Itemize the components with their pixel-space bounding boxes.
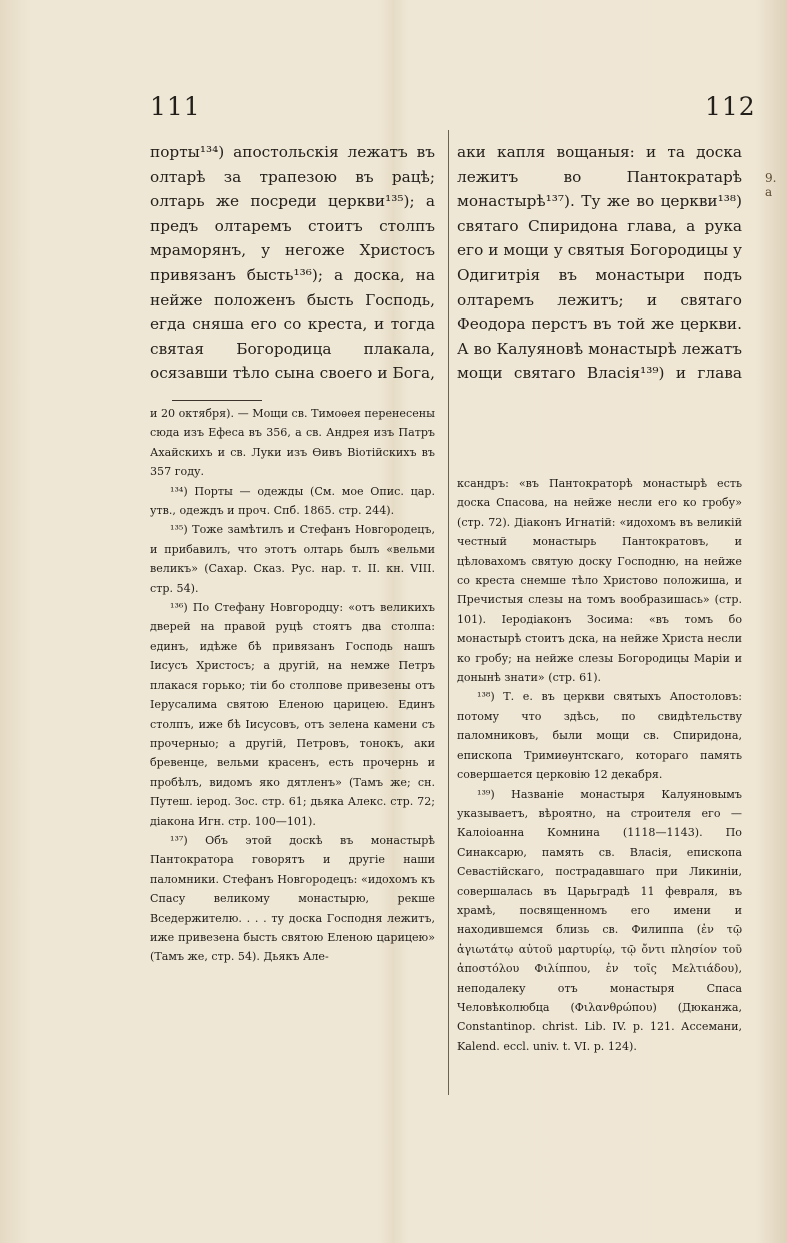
footnote: ¹³⁶) По Стефану Новгородцу: «отъ великихъ дверей на правой руцѣ стоятъ два столпа: единъ, идѣже бѣ привязанъ Господь нашъ Іисусъ Христосъ; а другій, на немже Петръ плакася горько; тіи бо столпове привезены отъ Іерусалима святою Еленою царицею. Единъ столпъ, иже бѣ Іисусовъ, отъ зелена камени съ прочерныо; а другій, Петровъ, тонокъ, аки бревенце, вельми красенъ, есть прочернь и пробѣлъ, видомъ яко дятленъ» (Тамъ же; сн. Путеш. іерод. Зос. стр. 61; дьяка Алекс. стр. 72; діакона Игн. стр. 100—101). [150,601,435,828]
margin-mark: 9. a [765,171,777,199]
footnote: ¹³⁴) Порты — одежды (См. мое Опис. цар. утв., одеждъ и проч. Спб. 1865. стр. 244). [150,484,435,518]
footnote: ксандръ: «въ Пантократорѣ монастырѣ есть доска Спасова, на нейже несли его ко гробу» (стр. 72). Діаконъ Игнатій: «идохомъ въ великій честный монастырь Пантократовъ, и цѣловахомъ святую доску Господню, на нейже со креста снемше тѣло Христово положиша, и Пречистыя слезы на томъ вообразишась» (стр. 101). Іеродіаконъ Зосима: «въ томъ бо монастырѣ стоитъ дска, на нейже Христа несли ко гробу; на нейже слезы Богородицы Маріи и донынѣ знати» (стр. 61). [457,477,742,685]
footnote: и 20 октября). — Мощи св. Тимоѳея перенесены сюда изъ Ефеса въ 356, а св. Андрея изъ Патръ Ахайскихъ и св. Луки изъ Ѳивъ Віотійскихъ въ 357 году. [150,407,435,479]
right-footnotes [457,474,742,1056]
footnote: ¹³⁹) Названіе монастыря Калуяновымъ указываетъ, вѣроятно, на строителя его — Калоіоанна Комнина (1118—1143). По Синаксарю, память св. Власія, епископа Севастійскаго, пострадавшаго при Ликиніи, совершалась въ Царьградѣ 11 февраля, въ храмѣ, посвященномъ его имени и находившемся близь св. Филиппа (ἐν τῷ ἁγιωτάτῳ αὐτοῦ μαρτυρίῳ, τῷ ὄντι πλησίον τοῦ ἀποστόλου Φιλίππου, ἐν τοῖς Μελτιάδου), неподалеку отъ монастыря Спаса Человѣколюбца (Φιλανθρώπου) (Дюканжа, Constantinop. christ. Lib. IV. p. 121. Ассемани, Kalend. eccl. univ. t. VI. p. 124). [457,787,742,1053]
column-separator [448,130,449,1095]
footnote: ¹³⁵) Тоже замѣтилъ и Стефанъ Новгородецъ, и прибавилъ, что этотъ олтарь былъ «вельми великъ» (Сахар. Сказ. Рус. нар. т. II. кн. VIII. стр. 54). [150,523,435,595]
left-footnotes [150,404,435,967]
page-number-left: 111 [150,92,201,121]
right-column [457,140,742,1053]
footnote-rule [172,400,262,401]
right-main-text: аки капля вощаныя: и та доска лежитъ во Пантократарѣ монастырѣ¹³⁷). Ту же во церкви¹³⁸) святаго Спиридона глава, а рука его и мощи у святыя Богородицы у Одигитрія въ монастыри подъ олтаремъ лежитъ; и святаго Феодора перстъ въ той же церкви. А во Калуяновѣ монастырѣ лежатъ мощи святаго Власія¹³⁹) и глава [457,143,742,382]
page-number-right: 112 [705,92,756,121]
left-column [150,140,435,964]
footnote: ¹³⁸) Т. е. въ церкви святыхъ Апостоловъ: потому что здѣсь, по свидѣтельству паломниковъ, были мощи св. Спиридона, епископа Тримиѳунтскаго, котораго память совершается церковію 12 декабря. [457,690,742,782]
left-main-text: порты¹³⁴) апостольскія лежатъ въ олтарѣ за трапезою въ рацѣ; олтарь же посреди церкви¹³⁵); а предъ олтаремъ стоитъ столпъ мраморянъ, у негоже Христосъ привязанъ бысть¹³⁶); а доска, на нейже положенъ бысть Господь, егда сняша его со креста, и тогда святая Богородица плакала, осязавши тѣло сына своего и Бога, [150,143,435,382]
footnote: ¹³⁷) Объ этой доскѣ въ монастырѣ Пантократора говорятъ и другіе наши паломники. Стефанъ Новгородецъ: «идохомъ къ Спасу великому монастырю, рекше Вседержителю. . . . ту доска Господня лежитъ, иже привезена бысть святою Еленою царицею» (Тамъ же, стр. 54). Дьякъ Але- [150,833,435,964]
